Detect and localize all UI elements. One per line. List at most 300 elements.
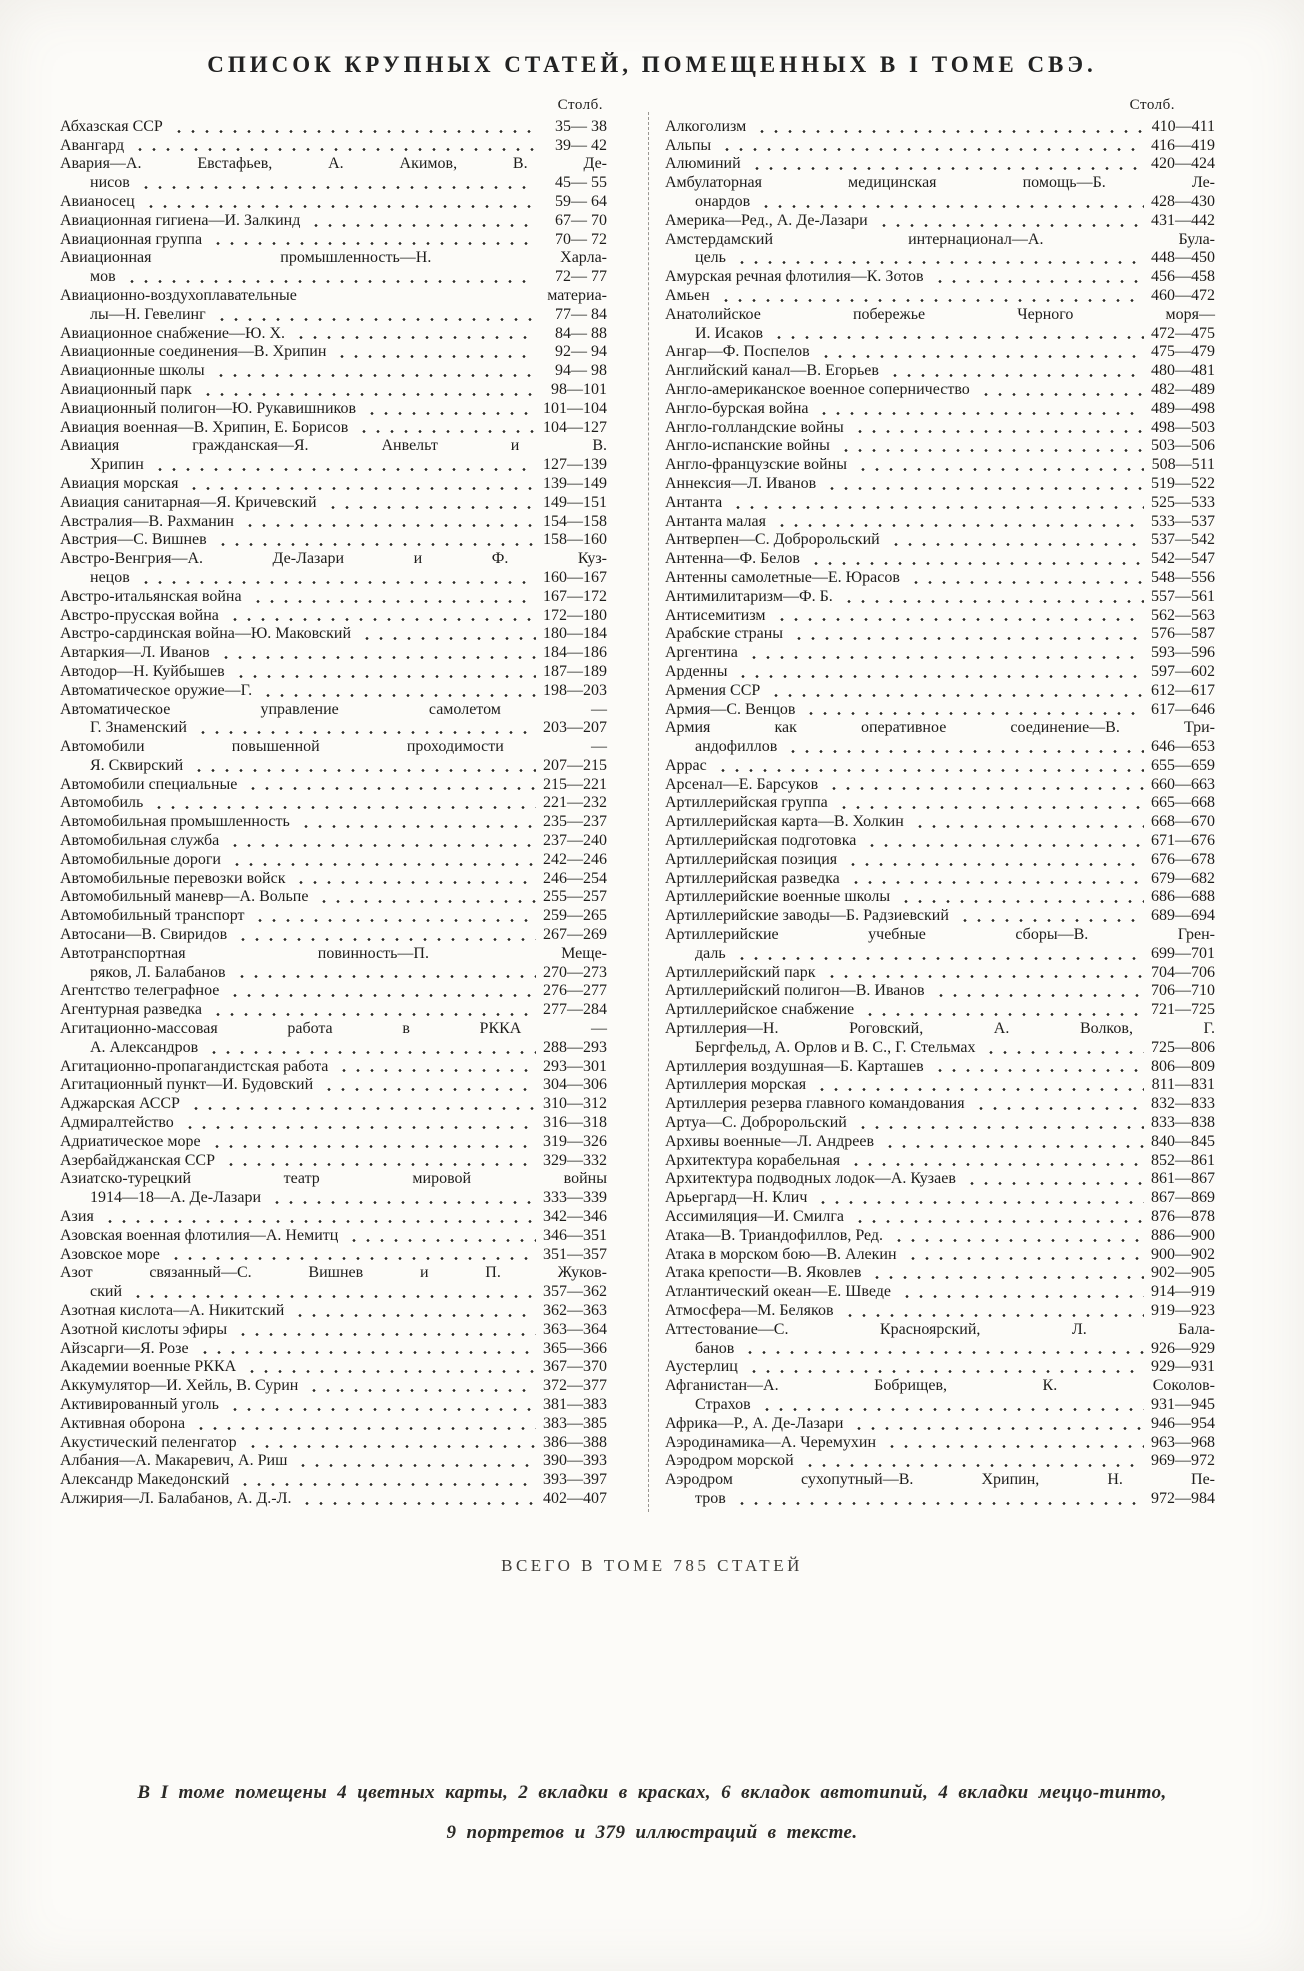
entry-title: Англо-французские войны	[665, 456, 847, 474]
index-entry	[60, 701, 607, 720]
entry-columns-range: 367—370	[543, 1358, 607, 1376]
dot-leader	[850, 1419, 1144, 1434]
index-entry	[60, 475, 607, 494]
entry-columns-range: 215—221	[543, 775, 607, 793]
index-entry	[665, 193, 1215, 212]
index-entry	[665, 1302, 1215, 1321]
entry-title: Авианосец	[60, 192, 135, 210]
entry-columns-range: 59— 64	[555, 192, 607, 210]
index-entry	[60, 231, 607, 250]
entry-title: Америка—Ред., А. Де-Лазари	[665, 211, 868, 229]
index-entry	[60, 1133, 607, 1152]
entry-columns-range: 537—542	[1151, 531, 1215, 549]
dot-leader	[758, 1400, 1144, 1415]
index-entry	[665, 1471, 1215, 1490]
index-entry	[665, 813, 1215, 832]
index-entry	[665, 1246, 1215, 1265]
entry-columns-range: 660—663	[1151, 775, 1215, 793]
dot-leader	[745, 1362, 1144, 1377]
dot-leader	[890, 1231, 1144, 1246]
entry-title: А. Александров	[90, 1038, 199, 1056]
entry-title: Азовская военная флотилия—А. Немитц	[60, 1226, 339, 1244]
index-entry	[60, 1227, 607, 1246]
entry-columns-range: 519—522	[1151, 474, 1215, 492]
entry-columns-range: 475—479	[1151, 343, 1215, 361]
entry-title: банов	[695, 1339, 735, 1357]
dot-leader	[773, 516, 1144, 531]
dot-leader	[181, 1118, 536, 1133]
dot-leader	[226, 1400, 536, 1415]
entry-columns-range: 902—905	[1151, 1264, 1215, 1282]
entry-title: Амьен	[665, 286, 710, 304]
entry-title: Я. Сквирский	[90, 756, 184, 774]
dot-leader	[741, 1343, 1144, 1358]
index-entry	[60, 381, 607, 400]
entry-title: нисов	[90, 174, 130, 192]
index-entry	[665, 776, 1215, 795]
entry-title: Активированный уголь	[60, 1395, 219, 1413]
entry-title: Архитектура подводных лодок—А. Кузаев	[665, 1170, 956, 1188]
index-entry	[60, 907, 607, 926]
index-entry	[60, 1095, 607, 1114]
entry-title: Академии военные РККА	[60, 1358, 237, 1376]
dot-leader	[847, 1155, 1144, 1170]
index-entry	[665, 1264, 1215, 1283]
entry-title: Автомобильный транспорт	[60, 907, 245, 925]
entry-title: Авария—А. Евстафьев, А. Акимов, В. Де-	[60, 155, 607, 173]
dot-leader	[733, 949, 1144, 964]
dot-leader	[931, 272, 1144, 287]
entry-title: Авангард	[60, 136, 125, 154]
entry-title: Авиационная промышленность—Н. Харла-	[60, 249, 607, 267]
index-entry	[665, 231, 1215, 250]
index-entry	[665, 249, 1215, 268]
entry-title: Атака в морском бою—В. Алекин	[665, 1245, 897, 1263]
entry-title: Аккумулятор—И. Хейль, В. Сурин	[60, 1377, 299, 1395]
entry-columns-range: 593—596	[1151, 644, 1215, 662]
dot-leader	[217, 648, 536, 663]
entry-columns-range: 557—561	[1151, 587, 1215, 605]
index-entry	[665, 926, 1215, 945]
entry-title: Антенна—Ф. Белов	[665, 550, 800, 568]
dot-leader	[844, 855, 1144, 870]
dot-leader	[734, 667, 1144, 682]
entry-columns-range: 676—678	[1151, 850, 1215, 868]
index-entry	[665, 1170, 1215, 1189]
entry-columns-range: 342—346	[543, 1208, 607, 1226]
entry-columns-range: 668—670	[1151, 813, 1215, 831]
dot-leader	[807, 554, 1144, 569]
index-entry	[665, 1358, 1215, 1377]
dot-leader	[167, 1249, 536, 1264]
entry-title: Автомобильный маневр—А. Вольпе	[60, 888, 309, 906]
entry-title: Артиллерийский парк	[665, 963, 816, 981]
entry-title: Азотной кислоты эфиры	[60, 1320, 228, 1338]
entry-columns-range: 428—430	[1151, 192, 1215, 210]
dot-leader	[854, 460, 1144, 475]
entry-columns-range: 365—366	[543, 1339, 607, 1357]
index-entry	[665, 494, 1215, 513]
index-entry	[665, 362, 1215, 381]
dot-leader	[226, 836, 536, 851]
index-entry	[665, 701, 1215, 720]
dot-leader	[972, 1099, 1144, 1114]
entry-columns-range: 277—284	[543, 1001, 607, 1019]
dot-leader	[228, 855, 536, 870]
dot-leader	[259, 686, 536, 701]
index-entry	[665, 1020, 1215, 1039]
entry-title: Автомобильная служба	[60, 832, 220, 850]
entry-columns-range: 362—363	[543, 1302, 607, 1319]
dot-leader	[226, 610, 536, 625]
index-entry	[665, 1452, 1215, 1471]
index-entry	[665, 513, 1215, 532]
entry-title: Артиллерийское снабжение	[665, 1001, 855, 1019]
entry-title: Арденны	[665, 662, 728, 680]
index-entry	[665, 1434, 1215, 1453]
entry-title: Анатолийское побережье Черного моря—	[665, 305, 1215, 323]
entry-title: Авиация морская	[60, 474, 179, 492]
entry-columns-range: 184—186	[543, 644, 607, 662]
entry-title: Агитационно-пропагандистская работа	[60, 1057, 329, 1075]
entry-title: Автосани—В. Свиридов	[60, 926, 228, 944]
entry-columns-range: 357—362	[543, 1283, 607, 1301]
entry-title: Афганистан—А. Бобрищев, К. Соколов-	[665, 1377, 1215, 1395]
entry-columns-range: 489—498	[1151, 399, 1215, 417]
index-entry	[665, 1321, 1215, 1340]
dot-leader	[886, 366, 1144, 381]
index-entry	[665, 1377, 1215, 1396]
index-entry	[60, 456, 607, 475]
dot-leader	[333, 347, 536, 362]
entry-columns-range: 276—277	[543, 982, 607, 1000]
index-entry	[60, 1490, 607, 1509]
index-entry	[60, 776, 607, 795]
entry-columns-range: 92— 94	[555, 343, 607, 361]
entry-columns-range: 84— 88	[555, 324, 607, 342]
entry-title: Австро-сардинская война—Ю. Маковский	[60, 625, 352, 643]
dot-leader	[748, 159, 1144, 174]
entry-title: Азиатско-турецкий театр мировой войны	[60, 1170, 607, 1188]
index-entry	[60, 419, 607, 438]
dot-leader	[249, 592, 536, 607]
entry-title: Ангар—Ф. Поспелов	[665, 343, 810, 361]
index-entry	[665, 644, 1215, 663]
entry-columns-range: 806—809	[1151, 1057, 1215, 1075]
dot-leader	[861, 1005, 1144, 1020]
entry-title: нецов	[90, 568, 130, 586]
dot-leader	[243, 1362, 536, 1377]
entry-title: лы—Н. Гевелинг	[90, 305, 206, 323]
entry-columns-range: 333—339	[543, 1189, 607, 1207]
index-entry	[60, 550, 607, 569]
dot-leader	[718, 140, 1144, 155]
entry-columns-range: 127—139	[543, 456, 607, 474]
entry-title: Артиллерия воздушная—Б. Карташев	[665, 1057, 924, 1075]
index-entry	[60, 888, 607, 907]
index-entry	[665, 738, 1215, 757]
dot-leader	[187, 1099, 536, 1114]
entry-columns-range: 482—489	[1151, 380, 1215, 398]
index-entry	[665, 682, 1215, 701]
entry-columns-range: 35— 38	[555, 117, 607, 135]
index-entry	[60, 287, 607, 306]
entry-columns-range: 721—725	[1151, 1001, 1215, 1019]
entry-title: И. Исаков	[695, 324, 764, 342]
entry-columns-range: 235—237	[543, 813, 607, 831]
dot-leader	[244, 1437, 536, 1452]
entry-columns-range: 533—537	[1151, 512, 1215, 530]
entry-columns-range: 617—646	[1151, 700, 1215, 718]
entry-columns-range: 139—149	[543, 474, 607, 492]
entry-title: Атлантический океан—Е. Шведе	[665, 1283, 891, 1301]
entry-columns-range: 931—945	[1151, 1395, 1215, 1413]
dot-leader	[977, 385, 1144, 400]
entry-columns-range: 410—411	[1151, 117, 1215, 135]
entry-title: Англо-голландские войны	[665, 418, 844, 436]
index-entry	[60, 870, 607, 889]
index-entry	[665, 907, 1215, 926]
dot-leader	[194, 723, 536, 738]
entry-title: Адриатическое море	[60, 1132, 201, 1150]
index-entry	[665, 550, 1215, 569]
entry-columns-range: 383—385	[543, 1414, 607, 1432]
entry-columns-range: 689—694	[1151, 907, 1215, 925]
entry-columns-range: 160—167	[543, 568, 607, 586]
index-entry	[665, 287, 1215, 306]
index-entry	[60, 1170, 607, 1189]
entry-title: Арабские страны	[665, 625, 784, 643]
entry-title: Авиационная гигиена—И. Залкинд	[60, 211, 301, 229]
entry-columns-range: 597—602	[1151, 662, 1215, 680]
index-entry	[665, 1283, 1215, 1302]
dot-leader	[802, 704, 1144, 719]
entry-title: Антанта	[665, 493, 723, 511]
dot-leader	[931, 1061, 1144, 1076]
entry-columns-range: 316—318	[543, 1114, 607, 1132]
entry-title: Австро-итальянская война	[60, 587, 242, 605]
entry-title: Англо-бурская война	[665, 399, 809, 417]
dot-leader	[190, 761, 536, 776]
entry-columns-range: 259—265	[543, 907, 607, 925]
entry-columns-range: 929—931	[1151, 1358, 1215, 1376]
entry-columns-range: 346—351	[543, 1226, 607, 1244]
dot-leader	[170, 122, 536, 137]
entry-columns-range: 372—377	[543, 1377, 607, 1395]
entry-title: Артиллерийская позиция	[665, 850, 838, 868]
index-entry	[60, 832, 607, 851]
index-entry	[665, 306, 1215, 325]
index-entry	[60, 513, 607, 532]
dot-leader	[208, 1137, 536, 1152]
index-entry	[60, 1358, 607, 1377]
entry-columns-range: 886—900	[1151, 1226, 1215, 1244]
dot-leader	[213, 310, 536, 325]
index-entry	[60, 1377, 607, 1396]
index-entry	[60, 813, 607, 832]
entry-columns-range: 187—189	[543, 662, 607, 680]
dot-leader	[883, 1437, 1144, 1452]
dot-leader	[733, 1494, 1144, 1509]
index-entry	[60, 588, 607, 607]
dot-leader	[214, 535, 536, 550]
entry-title: ский	[90, 1283, 122, 1301]
dot-leader	[137, 178, 536, 193]
entry-title: Агитационный пункт—И. Будовский	[60, 1076, 314, 1094]
index-entry	[665, 1490, 1215, 1509]
entry-columns-range: 101—104	[543, 399, 607, 417]
entry-title: Атмосфера—М. Беляков	[665, 1302, 834, 1319]
index-entry	[60, 719, 607, 738]
entry-title: ряков, Л. Балабанов	[90, 963, 226, 981]
entry-columns-range: 900—902	[1151, 1245, 1215, 1263]
index-entry	[665, 381, 1215, 400]
dot-leader	[770, 328, 1144, 343]
entry-title: Айзсарги—Я. Розе	[60, 1339, 189, 1357]
entry-title: Амстердамский интернационал—А. Була-	[665, 230, 1215, 248]
entry-columns-range: 288—293	[543, 1038, 607, 1056]
index-entry	[665, 1227, 1215, 1246]
entry-columns-range: 946—954	[1151, 1414, 1215, 1432]
entry-columns-range: 671—676	[1151, 832, 1215, 850]
dot-leader	[335, 1061, 536, 1076]
entry-title: Алжирия—Л. Балабанов, А. Д.-Л.	[60, 1489, 292, 1507]
dot-leader	[963, 1174, 1144, 1189]
dot-leader	[887, 535, 1144, 550]
dot-leader	[814, 1193, 1144, 1208]
index-list-right	[665, 118, 1215, 1509]
dot-leader	[294, 1456, 536, 1471]
entry-title: Австро-Венгрия—А. Де-Лазари и Ф. Куз-	[60, 550, 607, 568]
entry-title: Армия—С. Венцов	[665, 700, 796, 718]
dot-leader	[790, 629, 1144, 644]
entry-columns-range: 180—184	[543, 625, 607, 643]
dot-leader	[232, 667, 536, 682]
entry-columns-range: 45— 55	[555, 174, 607, 192]
index-entry	[60, 343, 607, 362]
index-entry	[665, 118, 1215, 137]
entry-title: Агитационно-массовая работа в РККА —	[60, 1020, 607, 1038]
entry-title: Англо-испанские войны	[665, 437, 830, 455]
entry-title: Автомобильные дороги	[60, 850, 221, 868]
entry-title: Аэродинамика—А. Черемухин	[665, 1433, 877, 1451]
index-entry	[60, 249, 607, 268]
entry-title: Авиационные соединения—В. Хрипин	[60, 343, 327, 361]
dot-leader	[956, 911, 1144, 926]
index-entry	[60, 964, 607, 983]
dot-leader	[298, 1494, 536, 1509]
entry-columns-range: 39— 42	[555, 136, 607, 154]
index-entry	[665, 475, 1215, 494]
index-entry	[665, 400, 1215, 419]
index-entry	[60, 1452, 607, 1471]
entry-title: Арьергард—Н. Клич	[665, 1189, 808, 1207]
entry-columns-range: 706—710	[1151, 982, 1215, 1000]
index-entry	[60, 682, 607, 701]
entry-title: Австро-прусская война	[60, 606, 219, 624]
dot-leader	[801, 1456, 1144, 1471]
index-entry	[665, 1208, 1215, 1227]
dot-leader	[268, 1193, 536, 1208]
index-entry	[665, 1415, 1215, 1434]
entry-title: Армия как оперативное соединение—В. Три-	[665, 719, 1215, 737]
index-entry	[665, 174, 1215, 193]
index-entry	[60, 437, 607, 456]
entry-title: Аррас	[665, 756, 707, 774]
index-entry	[60, 926, 607, 945]
index-entry	[665, 719, 1215, 738]
entry-title: Ассимиляция—И. Смилга	[665, 1208, 844, 1226]
index-entry	[665, 1095, 1215, 1114]
entry-columns-range: 158—160	[543, 531, 607, 549]
index-entry	[665, 757, 1215, 776]
entry-columns-range: 972—984	[1151, 1489, 1215, 1507]
index-entry	[60, 1246, 607, 1265]
index-entry	[60, 1189, 607, 1208]
entry-columns-range: 498—503	[1151, 418, 1215, 436]
index-entry	[665, 851, 1215, 870]
entry-columns-range: 542—547	[1151, 550, 1215, 568]
entry-columns-range: 460—472	[1151, 286, 1215, 304]
index-entry	[60, 174, 607, 193]
dot-leader	[767, 686, 1144, 701]
dot-leader	[236, 1475, 536, 1490]
dot-leader	[297, 817, 536, 832]
dot-leader	[875, 216, 1144, 231]
entry-columns-range: 655—659	[1151, 756, 1215, 774]
entry-columns-range: 665—668	[1151, 794, 1215, 812]
column-header-stolb-right: Столб.	[1129, 97, 1175, 113]
entry-title: Арсенал—Е. Барсуков	[665, 775, 819, 793]
entry-title: 1914—18—А. Де-Лазари	[90, 1189, 262, 1207]
index-entry	[60, 362, 607, 381]
entry-title: Автоматическое управление самолетом —	[60, 700, 607, 718]
dot-leader	[825, 779, 1144, 794]
entry-columns-range: 246—254	[543, 869, 607, 887]
index-entry	[60, 268, 607, 287]
index-entry	[665, 531, 1215, 550]
dot-leader	[320, 1080, 536, 1095]
index-entry	[665, 419, 1215, 438]
dot-leader	[898, 1287, 1144, 1302]
index-entry	[60, 1114, 607, 1133]
entry-title: Артиллерия резерва главного командования	[665, 1095, 965, 1113]
entry-title: Артиллерийские военные школы	[665, 888, 891, 906]
index-entry	[665, 1039, 1215, 1058]
dot-leader	[251, 911, 536, 926]
index-entry	[60, 982, 607, 1001]
entry-title: Азия	[60, 1208, 94, 1226]
entry-title: Александр Македонский	[60, 1471, 230, 1489]
entry-columns-range: 725—806	[1151, 1038, 1215, 1056]
entry-columns-range: 686—688	[1151, 888, 1215, 906]
entry-title: андофиллов	[695, 738, 778, 756]
entry-title: Артиллерийский полигон—В. Иванов	[665, 982, 925, 1000]
dot-leader	[907, 573, 1144, 588]
index-entry	[60, 1340, 607, 1359]
entry-title: Артиллерия морская	[665, 1076, 807, 1094]
dot-leader	[837, 441, 1144, 456]
index-entry	[60, 193, 607, 212]
index-entry	[665, 437, 1215, 456]
entry-columns-range: 472—475	[1151, 324, 1215, 342]
index-entry	[60, 1283, 607, 1302]
entry-title: Английский канал—В. Егорьев	[665, 362, 879, 380]
index-column-right	[665, 96, 1215, 1509]
index-entry	[60, 625, 607, 644]
entry-title: Автаркия—Л. Иванов	[60, 644, 210, 662]
entry-columns-range: 699—701	[1151, 944, 1215, 962]
